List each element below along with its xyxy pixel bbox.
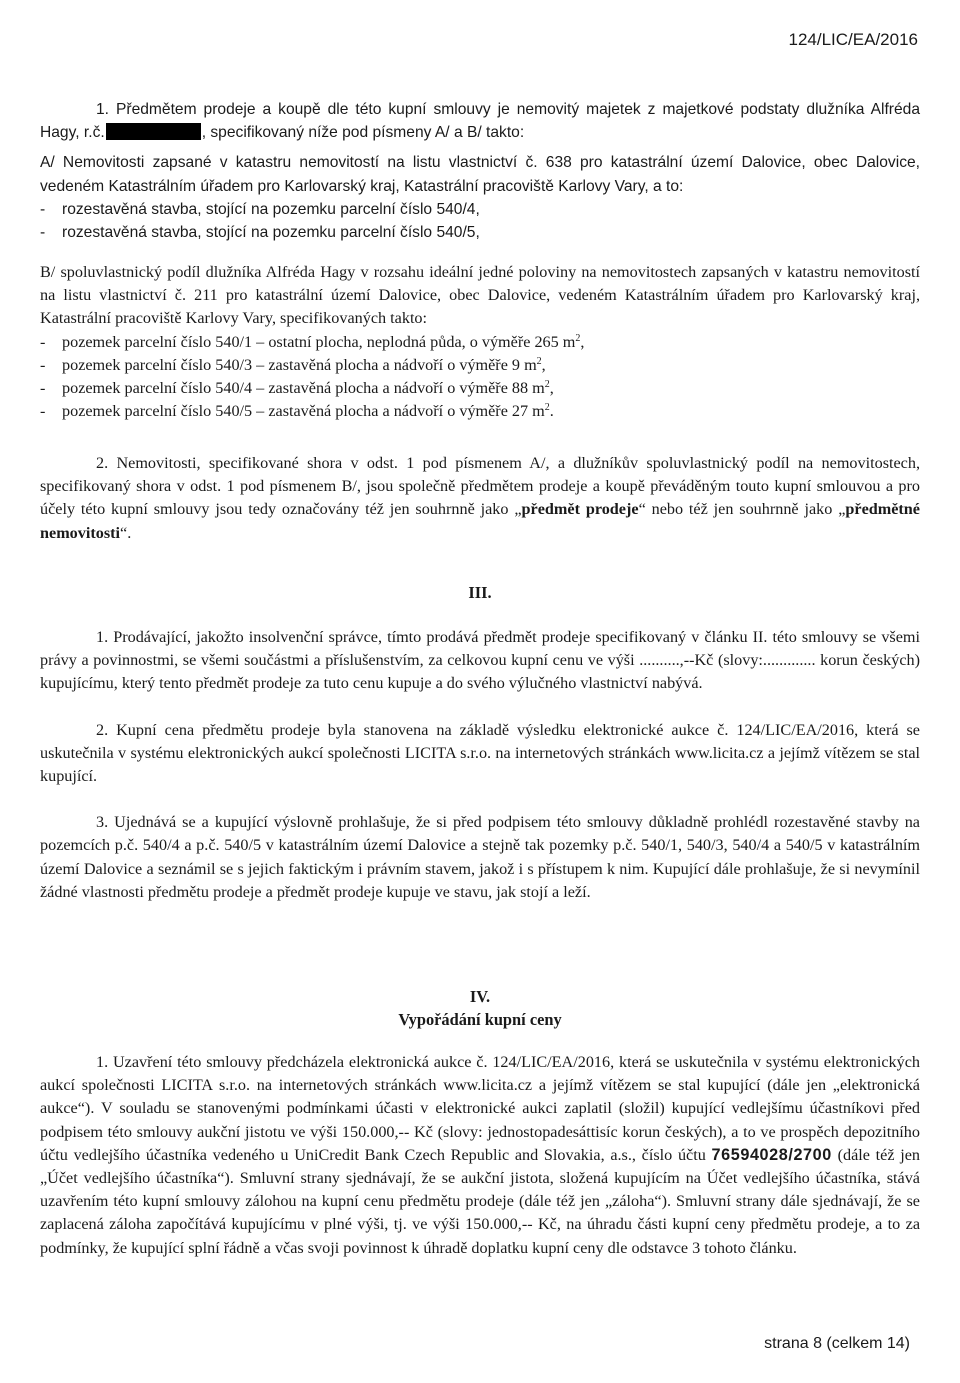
superscript: 2 <box>575 332 581 344</box>
item-b-bullet-1: - pozemek parcelní číslo 540/1 – ostatní plocha, neplodná půda, o výměře 265 $m^2$, <box>40 332 585 351</box>
paragraph-2-2-part-c: “. <box>120 523 132 542</box>
item-b-bullet-3-text: pozemek parcelní číslo 540/4 – zastavěná plocha a nádvoří o výměře 88 m <box>62 379 545 398</box>
item-b-bullet-4-text: pozemek parcelní číslo 540/5 – zastavěná plocha a nádvoří o výměře 27 m <box>62 402 545 421</box>
superscript: 2 <box>536 355 542 367</box>
item-a-bullet-1-text: rozestavěná stavba, stojící na pozemku parcelní číslo 540/4, <box>62 200 480 218</box>
bank-account-number: 76594028/2700 <box>711 1145 832 1164</box>
item-b-bullet-1-text: pozemek parcelní číslo 540/1 – ostatní plocha, neplodná půda, o výměře 265 m <box>62 332 576 351</box>
item-b-bullet-2: - pozemek parcelní číslo 540/3 – zastavěná plocha a nádvoří o výměře 9 $m^2$, <box>40 355 546 374</box>
paragraph-3-2: 2. Kupní cena předmětu prodeje byla stanovena na základě výsledku elektronické aukce č. 124/LIC/EA/2016, která se uskutečnila v systému elektronických aukcí společnosti LICITA s.r.o. na internetových stránkách www.licita.cz a jejímž vítězem se stal kupující. <box>40 720 920 786</box>
punct: . <box>549 402 554 421</box>
section-3-block <box>40 626 920 904</box>
item-a-bullet-1: - rozestavěná stavba, stojící na pozemku parcelní číslo 540/4, <box>40 200 480 218</box>
paragraph-3-3: 3. Ujednává se a kupující výslovně prohlašuje, že si před podpisem této smlouvy důkladně prohlédl rozestavěné stavby na pozemcích p.č. 540/4 a p.č. 540/5 v katastrálním území Dalovice a stejně tak pozemky p.č. 540/1, 540/3, 540/4 a 540/5 v katastrálním území Dalovice a seznámil se s jejich faktickým i právním stavem, jakož i s přístupem k nim. Kupující dále prohlašuje, že si nevymínil žádné vlastnosti předmětu prodeje a předmět prodeje kupuje ve stavu, jak stojí a leží. <box>40 813 920 901</box>
paragraph-4-1 <box>40 1051 920 1260</box>
section-4-block <box>40 1051 920 1260</box>
paragraph-2-2-part-a: 2. Nemovitosti, specifikované shora v odst. 1 pod písmenem A/, a dlužníkův spoluvlastnický podíl na nemovitostech, specifikovaný shora v odst. 1 pod písmenem B/, jsou společně předmětem prodeje a koupě převáděným touto kupní smlouvou a pro účely této kupní smlouvy jsou tedy označovány též jen souhrnně jako „ <box>40 454 920 519</box>
superscript: 2 <box>544 379 550 391</box>
item-a-bullet-2-text: rozestavěná stavba, stojící na pozemku parcelní číslo 540/5, <box>62 224 480 242</box>
redacted-birth-number <box>106 123 201 140</box>
superscript: 2 <box>544 402 550 414</box>
item-b-text: B/ spoluvlastnický podíl dlužníka Alfréda Hagy v rozsahu ideální jedné poloviny na nemovitostech zapsaných v katastru nemovitostí na listu vlastnictví č. 211 pro katastrální území Dalovice, obec Dalovice, vedeném Katastrálním úřadem pro Karlovarský kraj, Katastrální pracoviště Karlovy Vary, specifikovaných takto: <box>40 263 920 328</box>
item-a-bullet-2: - rozestavěná stavba, stojící na pozemku parcelní číslo 540/5, <box>40 224 480 242</box>
section-3-heading: III. <box>468 583 492 602</box>
paragraph-2-1-end: , specifikovaný níže pod písmeny A/ a B/ takto: <box>201 124 525 142</box>
document-reference: 124/LIC/EA/2016 <box>788 30 918 49</box>
defined-term-predmet-prodeje: předmět prodeje <box>521 500 639 519</box>
item-b-bullet-2-text: pozemek parcelní číslo 540/3 – zastavěná plocha a nádvoří o výměře 9 m <box>62 355 537 374</box>
section-2-block-b <box>40 261 920 423</box>
paragraph-3-1: 1. Prodávající, jakožto insolvenční správce, tímto prodává předmět prodeje specifikovaný v článku II. této smlouvy se všemi právy a povinnostmi, se všemi součástmi a příslušenstvím, za celkovou kupní cenu ve výši ..........,--Kč (slovy:............. korun českých) kupujícímu, který tento předmět prodeje za tuto cenu kupuje a do svého výlučného vlastnictví nabývá. <box>40 628 920 693</box>
paragraph-2-2-block <box>40 452 920 545</box>
section-4-heading: IV. <box>469 987 491 1006</box>
paragraph-4-1-part-a: 1. Uzavření této smlouvy předcházela elektronická aukce č. 124/LIC/EA/2016, která se uskutečnila v systému elektronických aukcí společnosti LICITA s.r.o. na internetových stránkách www.licita.cz a jejímž vítězem se stal kupující (dále jen „elektronická aukce“). V souladu se stanovenými podmínkami účasti v elektronické aukci zaplatil (složil) kupující vedlejšímu účastníkovi před podpisem této smlouvy aukční jistotu ve výši 150.000,-- Kč (slovy: jednostopadesáttisíc korun českých), a to ve prospěch depozitního účtu vedlejšího účastníka vedeného u UniCredit Bank Czech Republic and Slovakia, a.s., číslo účtu <box>40 1053 920 1164</box>
section-4-subheading: Vypořádání kupní ceny <box>398 1010 562 1029</box>
item-a-text: A/ Nemovitosti zapsané v katastru nemovitostí na listu vlastnictví č. 638 pro katastrální území Dalovice, obec Dalovice, vedeném Katastrálním úřadem pro Karlovarský kraj, Katastrální pracoviště Karlovy Vary, a to: <box>40 154 920 195</box>
item-b-bullet-4: - pozemek parcelní číslo 540/5 – zastavěná plocha a nádvoří o výměře 27 $m^2$. <box>40 402 554 421</box>
paragraph-2-1 <box>40 98 920 144</box>
page-number: strana 8 (celkem 14) <box>764 1335 910 1352</box>
paragraph-4-1-part-b: (dále též jen „Účet vedlejšího účastníka“). Smluvní strany sjednávají, že se aukční jistota, složená kupujícím na Účet vedlejšího účastníka, stává uzavřením této kupní smlouvy zálohou na kupní cenu předmětu prodeje (dále též jen „záloha“). Smluvní strany dále sjednávají, že se zaplacená záloha započítává kupujícímu v plné výši, tj. ve výši 150.000,-- Kč, na úhradu části kupní ceny předmětu prodeje, a to za podmínky, že kupující splní řádně a včas svoji povinnost k úhradě doplatku kupní ceny dle odstavce 3 tohoto článku. <box>40 1145 920 1257</box>
item-b-bullet-3: - pozemek parcelní číslo 540/4 – zastavěná plocha a nádvoří o výměře 88 $m^2$, <box>40 379 554 398</box>
section-2-block <box>40 98 920 244</box>
paragraph-2-1-start: 1. Předmětem prodeje a koupě dle této kupní smlouvy je nemovitý majetek z majetkové podstaty dlužníka Alfréda Hagy, r.č. <box>40 101 920 142</box>
defined-term-predmetne-nemovitosti: předmětné nemovitosti <box>40 500 920 542</box>
punct: , <box>580 332 585 351</box>
paragraph-2-2 <box>40 452 920 545</box>
punct: , <box>541 355 546 374</box>
punct: , <box>549 379 554 398</box>
paragraph-2-2-part-b: “ nebo též jen souhrnně jako „ <box>638 500 846 519</box>
